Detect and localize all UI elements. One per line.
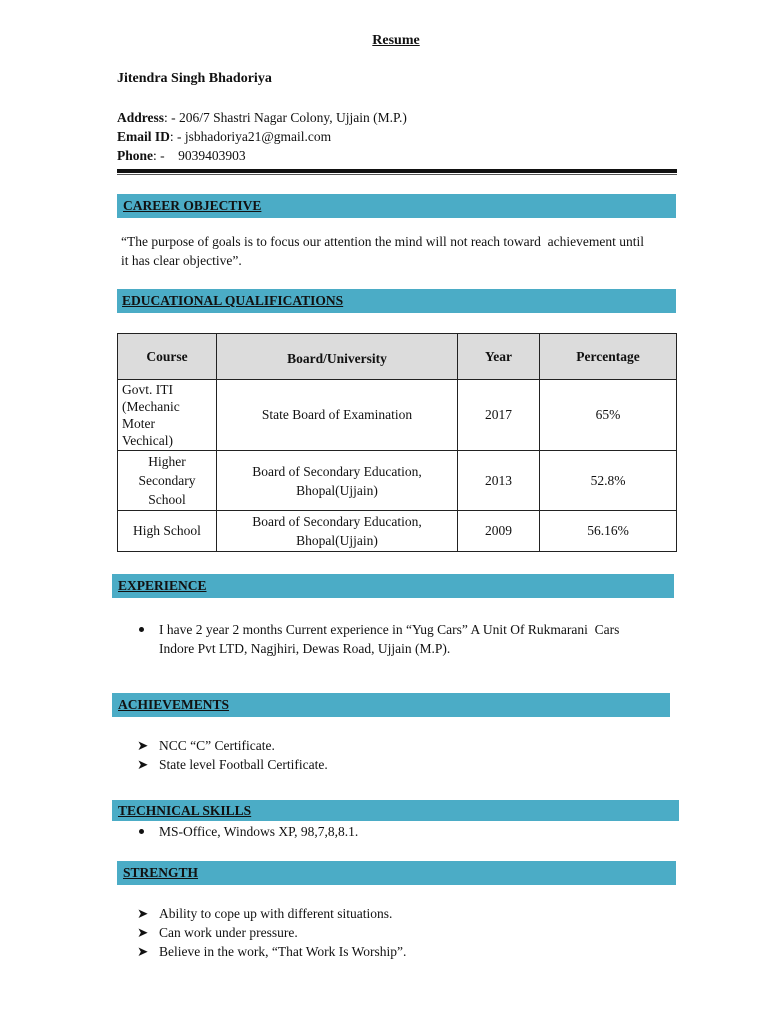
arrow-bullet-icon: ➤	[137, 757, 149, 772]
technical-skills-list	[137, 822, 358, 841]
table-row	[118, 451, 677, 511]
year-cell: 2017	[458, 380, 540, 451]
section-heading: STRENGTH	[123, 865, 199, 880]
skill-text: MS-Office, Windows XP, 98,7,8,8.1.	[159, 824, 359, 839]
list-item	[137, 904, 406, 923]
column-header: Year	[458, 334, 540, 380]
section-education	[117, 289, 676, 313]
section-strength	[117, 861, 676, 885]
list-item	[137, 942, 406, 961]
education-table	[117, 333, 677, 552]
career-objective-line-2: it has clear objective”.	[121, 253, 242, 268]
list-item	[137, 755, 328, 774]
achievement-text: State level Football Certificate.	[159, 757, 328, 772]
board-cell: Board of Secondary Education, Bhopal(Ujjain)	[217, 451, 458, 511]
strength-text: Ability to cope up with different situations.	[159, 906, 393, 921]
achievements-list	[137, 736, 328, 774]
strength-text: Believe in the work, “That Work Is Worship”.	[159, 944, 407, 959]
section-heading: TECHNICAL SKILLS	[118, 803, 252, 818]
section-career-objective	[117, 194, 676, 218]
section-experience	[112, 574, 674, 598]
column-header: Board/University	[217, 334, 458, 380]
board-cell: State Board of Examination	[217, 380, 458, 451]
header-divider-thin	[117, 174, 677, 175]
percentage-cell: 56.16%	[540, 511, 677, 552]
header-divider	[117, 169, 677, 173]
column-header: Percentage	[540, 334, 677, 380]
experience-line-2: Indore Pvt LTD, Nagjhiri, Dewas Road, Ujjain (M.P).	[159, 641, 451, 656]
email-value: : - jsbhadoriya21@gmail.com	[169, 129, 332, 144]
career-objective-line-1: “The purpose of goals is to focus our attention the mind will not reach toward achievement until	[121, 234, 644, 249]
section-heading: CAREER OBJECTIVE	[123, 198, 262, 213]
list-item	[137, 822, 358, 841]
arrow-bullet-icon: ➤	[137, 925, 149, 940]
table-row	[118, 511, 677, 552]
section-technical-skills	[112, 800, 679, 821]
candidate-name: Jitendra Singh Bhadoriya	[117, 71, 272, 86]
year-cell: 2009	[458, 511, 540, 552]
course-cell: High School	[118, 511, 217, 552]
experience-list	[137, 620, 677, 658]
percentage-cell: 65%	[540, 380, 677, 451]
bullet-icon	[139, 829, 144, 834]
list-item	[137, 736, 328, 755]
table-header-row	[118, 334, 677, 380]
achievement-text: NCC “C” Certificate.	[159, 738, 275, 753]
arrow-bullet-icon: ➤	[137, 738, 149, 753]
strength-text: Can work under pressure.	[159, 925, 298, 940]
page-title: Resume	[372, 33, 420, 48]
year-cell: 2013	[458, 451, 540, 511]
section-achievements	[112, 693, 670, 717]
strength-list	[137, 904, 406, 961]
section-heading: EXPERIENCE	[118, 578, 207, 593]
phone-value: : - 9039403903	[153, 148, 246, 163]
column-header: Course	[118, 334, 217, 380]
address-value: : - 206/7 Shastri Nagar Colony, Ujjain (M.P.)	[164, 110, 407, 125]
course-cell: Higher Secondary School	[118, 451, 217, 511]
percentage-cell: 52.8%	[540, 451, 677, 511]
section-heading: EDUCATIONAL QUALIFICATIONS	[122, 293, 344, 308]
arrow-bullet-icon: ➤	[137, 944, 149, 959]
phone-line	[117, 148, 246, 164]
phone-label: Phone	[117, 148, 154, 163]
bullet-icon	[139, 627, 144, 632]
section-heading: ACHIEVEMENTS	[118, 697, 230, 712]
arrow-bullet-icon: ➤	[137, 906, 149, 921]
board-cell: Board of Secondary Education, Bhopal(Ujjain)	[217, 511, 458, 552]
list-item	[137, 620, 677, 658]
list-item	[137, 923, 406, 942]
email-label: Email ID	[117, 129, 170, 144]
course-cell: Govt. ITI (Mechanic Moter Vechical)	[118, 380, 217, 451]
address-label: Address	[117, 110, 165, 125]
address-line	[117, 110, 407, 126]
table-row	[118, 380, 677, 451]
experience-line-1: I have 2 year 2 months Current experience in “Yug Cars” A Unit Of Rukmarani Cars	[159, 622, 620, 637]
email-line	[117, 129, 331, 145]
